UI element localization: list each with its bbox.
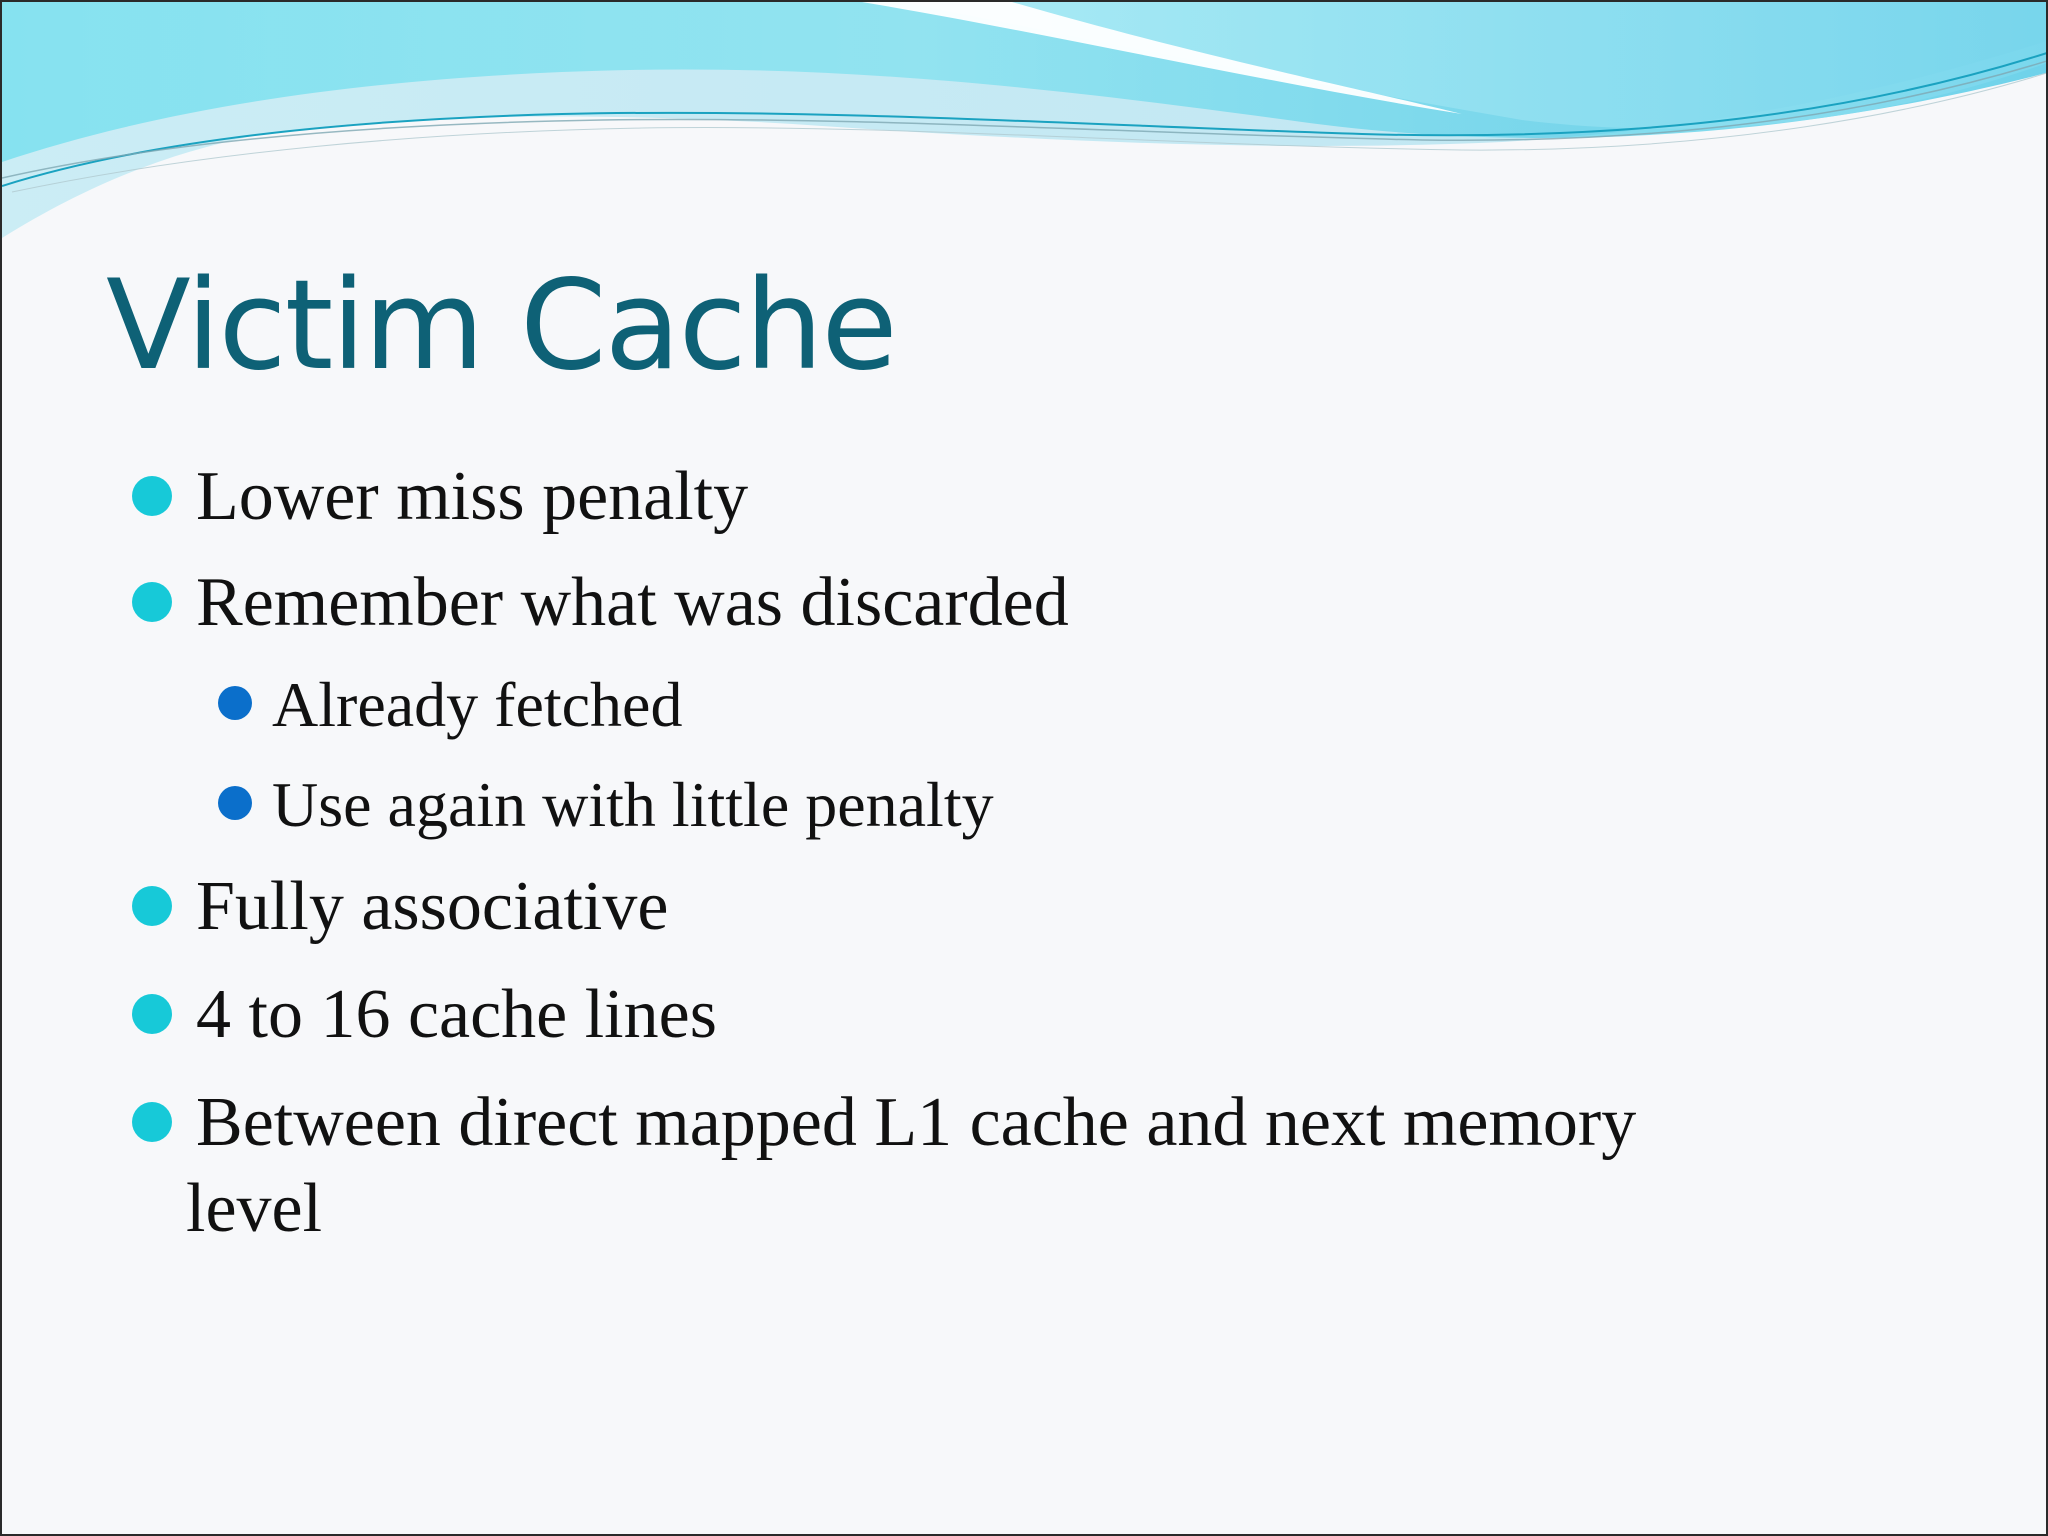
bullet-text: Fully associative	[196, 868, 669, 945]
bullet-text: 4 to 16 cache lines	[196, 976, 717, 1053]
bullet-text: Remember what was discarded	[196, 564, 1069, 641]
bullet-item-remember-discarded	[196, 560, 1069, 646]
bullet-item-fully-associative	[196, 864, 668, 950]
bullet-text-continuation: level	[186, 1170, 323, 1247]
bullet-list	[2, 2, 2048, 1536]
bullet-item-cache-lines	[196, 972, 717, 1058]
bullet-text: Lower miss penalty	[196, 458, 749, 535]
bullet-text: Between direct mapped L1 cache and next memory	[196, 1084, 1637, 1161]
bullet-dot-icon	[132, 582, 172, 622]
sub-bullet-item-already-fetched	[272, 666, 682, 744]
bullet-item-between-l1-and-next-level	[186, 1080, 1637, 1252]
slide-title: Victim Cache	[106, 254, 896, 398]
bullet-text: Already fetched	[272, 669, 683, 740]
sub-bullet-item-use-again	[272, 766, 994, 844]
sub-bullet-dot-icon	[218, 686, 252, 720]
bullet-item-lower-miss-penalty	[196, 454, 748, 540]
sub-bullet-dot-icon	[218, 786, 252, 820]
bullet-text: Use again with little penalty	[272, 769, 994, 840]
bullet-dot-icon	[132, 476, 172, 516]
bullet-dot-icon	[132, 1102, 172, 1142]
bullet-dot-icon	[132, 994, 172, 1034]
bullet-dot-icon	[132, 886, 172, 926]
